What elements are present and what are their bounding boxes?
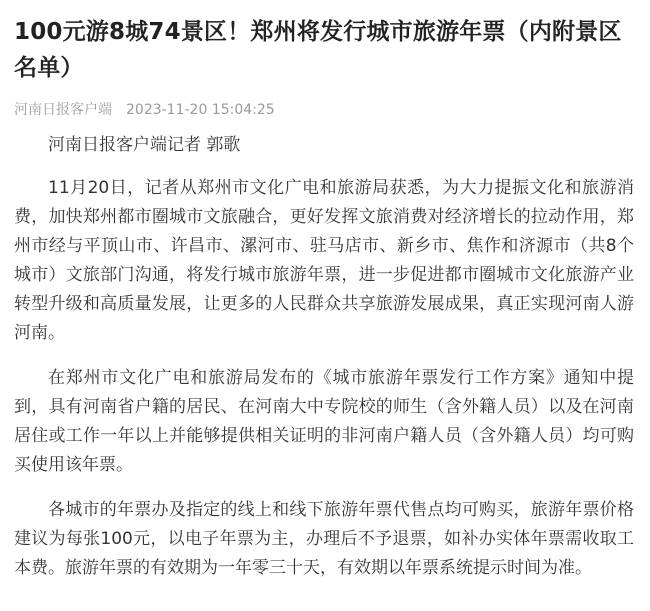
article-paragraph: 11月20日，记者从郑州市文化广电和旅游局获悉，为大力提振文化和旅游消费，加快郑州都市圈城市文旅融合，更好发挥文旅消费对经济增长的拉动作用，郑州市经与平顶山市、许昌市、漯河市、驻马店市、新乡市、焦作和济源市（共8个城市）文旅部门沟通，将发行城市旅游年票，进一步促进都市圈城市文化旅游产业转型升级和高质量发展，让更多的人民群众共享旅游发展成果，真正实现河南人游河南。 bbox=[14, 178, 634, 343]
article-paragraph: 在郑州市文化广电和旅游局发布的《城市旅游年票发行工作方案》通知中提到，具有河南省户籍的居民、在河南大中专院校的师生（含外籍人员）以及在河南居住或工作一年以上并能够提供相关证明的非河南户籍人员（含外籍人员）均可购买使用该年票。 bbox=[14, 368, 634, 475]
article-byline: 河南日报客户端记者 郭歌 bbox=[48, 135, 241, 155]
article-title: 100元游8城74景区！郑州将发行城市旅游年票（内附景区名单） bbox=[14, 19, 622, 81]
article-body bbox=[14, 131, 634, 583]
article-timestamp: 2023-11-20 15:04:25 bbox=[126, 102, 275, 118]
article-meta bbox=[14, 100, 634, 120]
article-paragraph: 各城市的年票办及指定的线上和线下旅游年票代售点均可购买，旅游年票价格建议为每张100元，以电子年票为主，办理后不予退票，如补办实体年票需收取工本费。旅游年票的有效期为一年零三十天，有效期以年票系统提示时间为准。 bbox=[14, 500, 634, 578]
article-source[interactable]: 河南日报客户端 bbox=[14, 102, 112, 118]
